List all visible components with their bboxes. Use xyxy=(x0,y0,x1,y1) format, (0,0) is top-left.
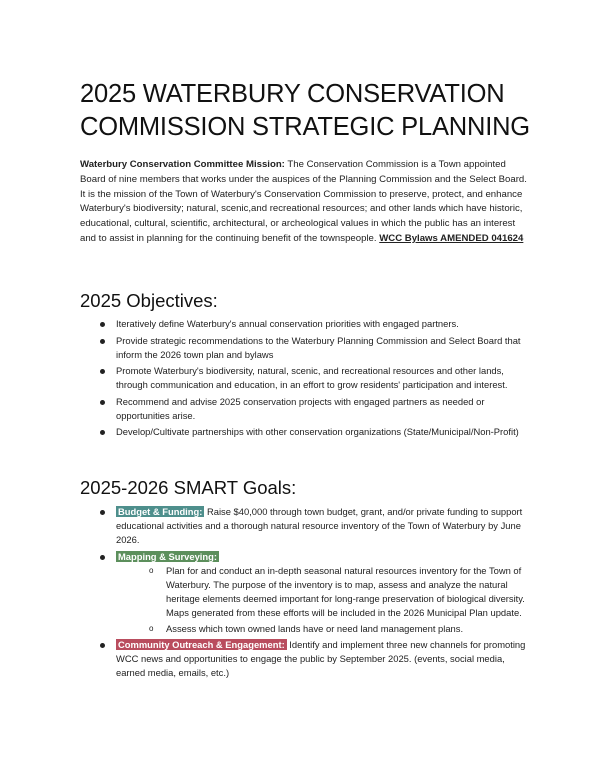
goal-outreach xyxy=(80,638,530,680)
budget-text: Raise $40,000 through town budget, grant, and/or private funding to support educational activities and a thorough natural resource inventory of the Town of Waterbury by June 2026. xyxy=(116,506,523,545)
goals-heading: 2025-2026 SMART Goals: xyxy=(80,477,297,498)
mapping-sublist xyxy=(116,564,530,636)
list-item: Develop/Cultivate partnerships with other conservation organizations (State/Municipal/Non-Profit) xyxy=(80,425,530,439)
list-item: o Assess which town owned lands have or need land management plans. xyxy=(116,622,530,636)
objectives-heading: 2025 Objectives: xyxy=(80,290,218,311)
mapping-label: Mapping & Surveying: xyxy=(118,550,217,562)
objectives-list xyxy=(80,317,530,442)
outreach-text: Identify and implement three new channels for promoting WCC news and opportunities to engage the public by September 2025. (events, social media, earned media, emails, etc.) xyxy=(116,639,526,678)
document-title: 2025 WATERBURY CONSERVATION COMMISSION STRATEGIC PLANNING xyxy=(80,80,530,141)
list-item: Iteratively define Waterbury's annual conservation priorities with engaged partners. xyxy=(80,317,530,331)
list-item: o Plan for and conduct an in-depth seasonal natural resources inventory for the Town of Waterbury. The purpose of the inventory is to map, assess and analyze the natural heritage elements deemed important for long-range preservation of biological diversity. Maps generated from these efforts will be included in the 2026 Municipal Plan update. xyxy=(116,564,530,620)
outreach-label: Community Outreach & Engagement: xyxy=(118,639,285,650)
mission-paragraph xyxy=(80,158,530,247)
goal-mapping xyxy=(80,550,530,636)
list-item: Promote Waterbury's biodiversity, natural, scenic, and recreational resources and other lands, through communication and education, in an effort to grow residents' participation and interest. xyxy=(80,364,530,392)
list-item: Provide strategic recommendations to the Waterbury Planning Commission and Select Board that inform the 2026 town plan and bylaws xyxy=(80,334,530,362)
mission-text: The Conservation Commission is a Town appointed Board of nine members that works under the auspices of the Planning Commission and the Select Board. It is the mission of the Town of Waterbury's Conservation Commission to preserve, protect, and enhance Waterbury's biodiversity; natural, scenic,and recreational resources; and other lands which have historic, educational, cultural, scientific, architectural, or archeological values in which the public has an interest and to assist in planning for the continuing benefit of the townspeople. xyxy=(80,159,527,244)
mission-label: Waterbury Conservation Committee Mission: xyxy=(80,159,285,170)
goal-budget xyxy=(80,505,530,547)
budget-label: Budget & Funding: xyxy=(118,506,203,517)
goals-list xyxy=(80,505,530,683)
list-item: Recommend and advise 2025 conservation projects with engaged partners as needed or opportunities arise. xyxy=(80,395,530,423)
bylaws-link[interactable]: WCC Bylaws AMENDED 041624 xyxy=(379,232,524,244)
